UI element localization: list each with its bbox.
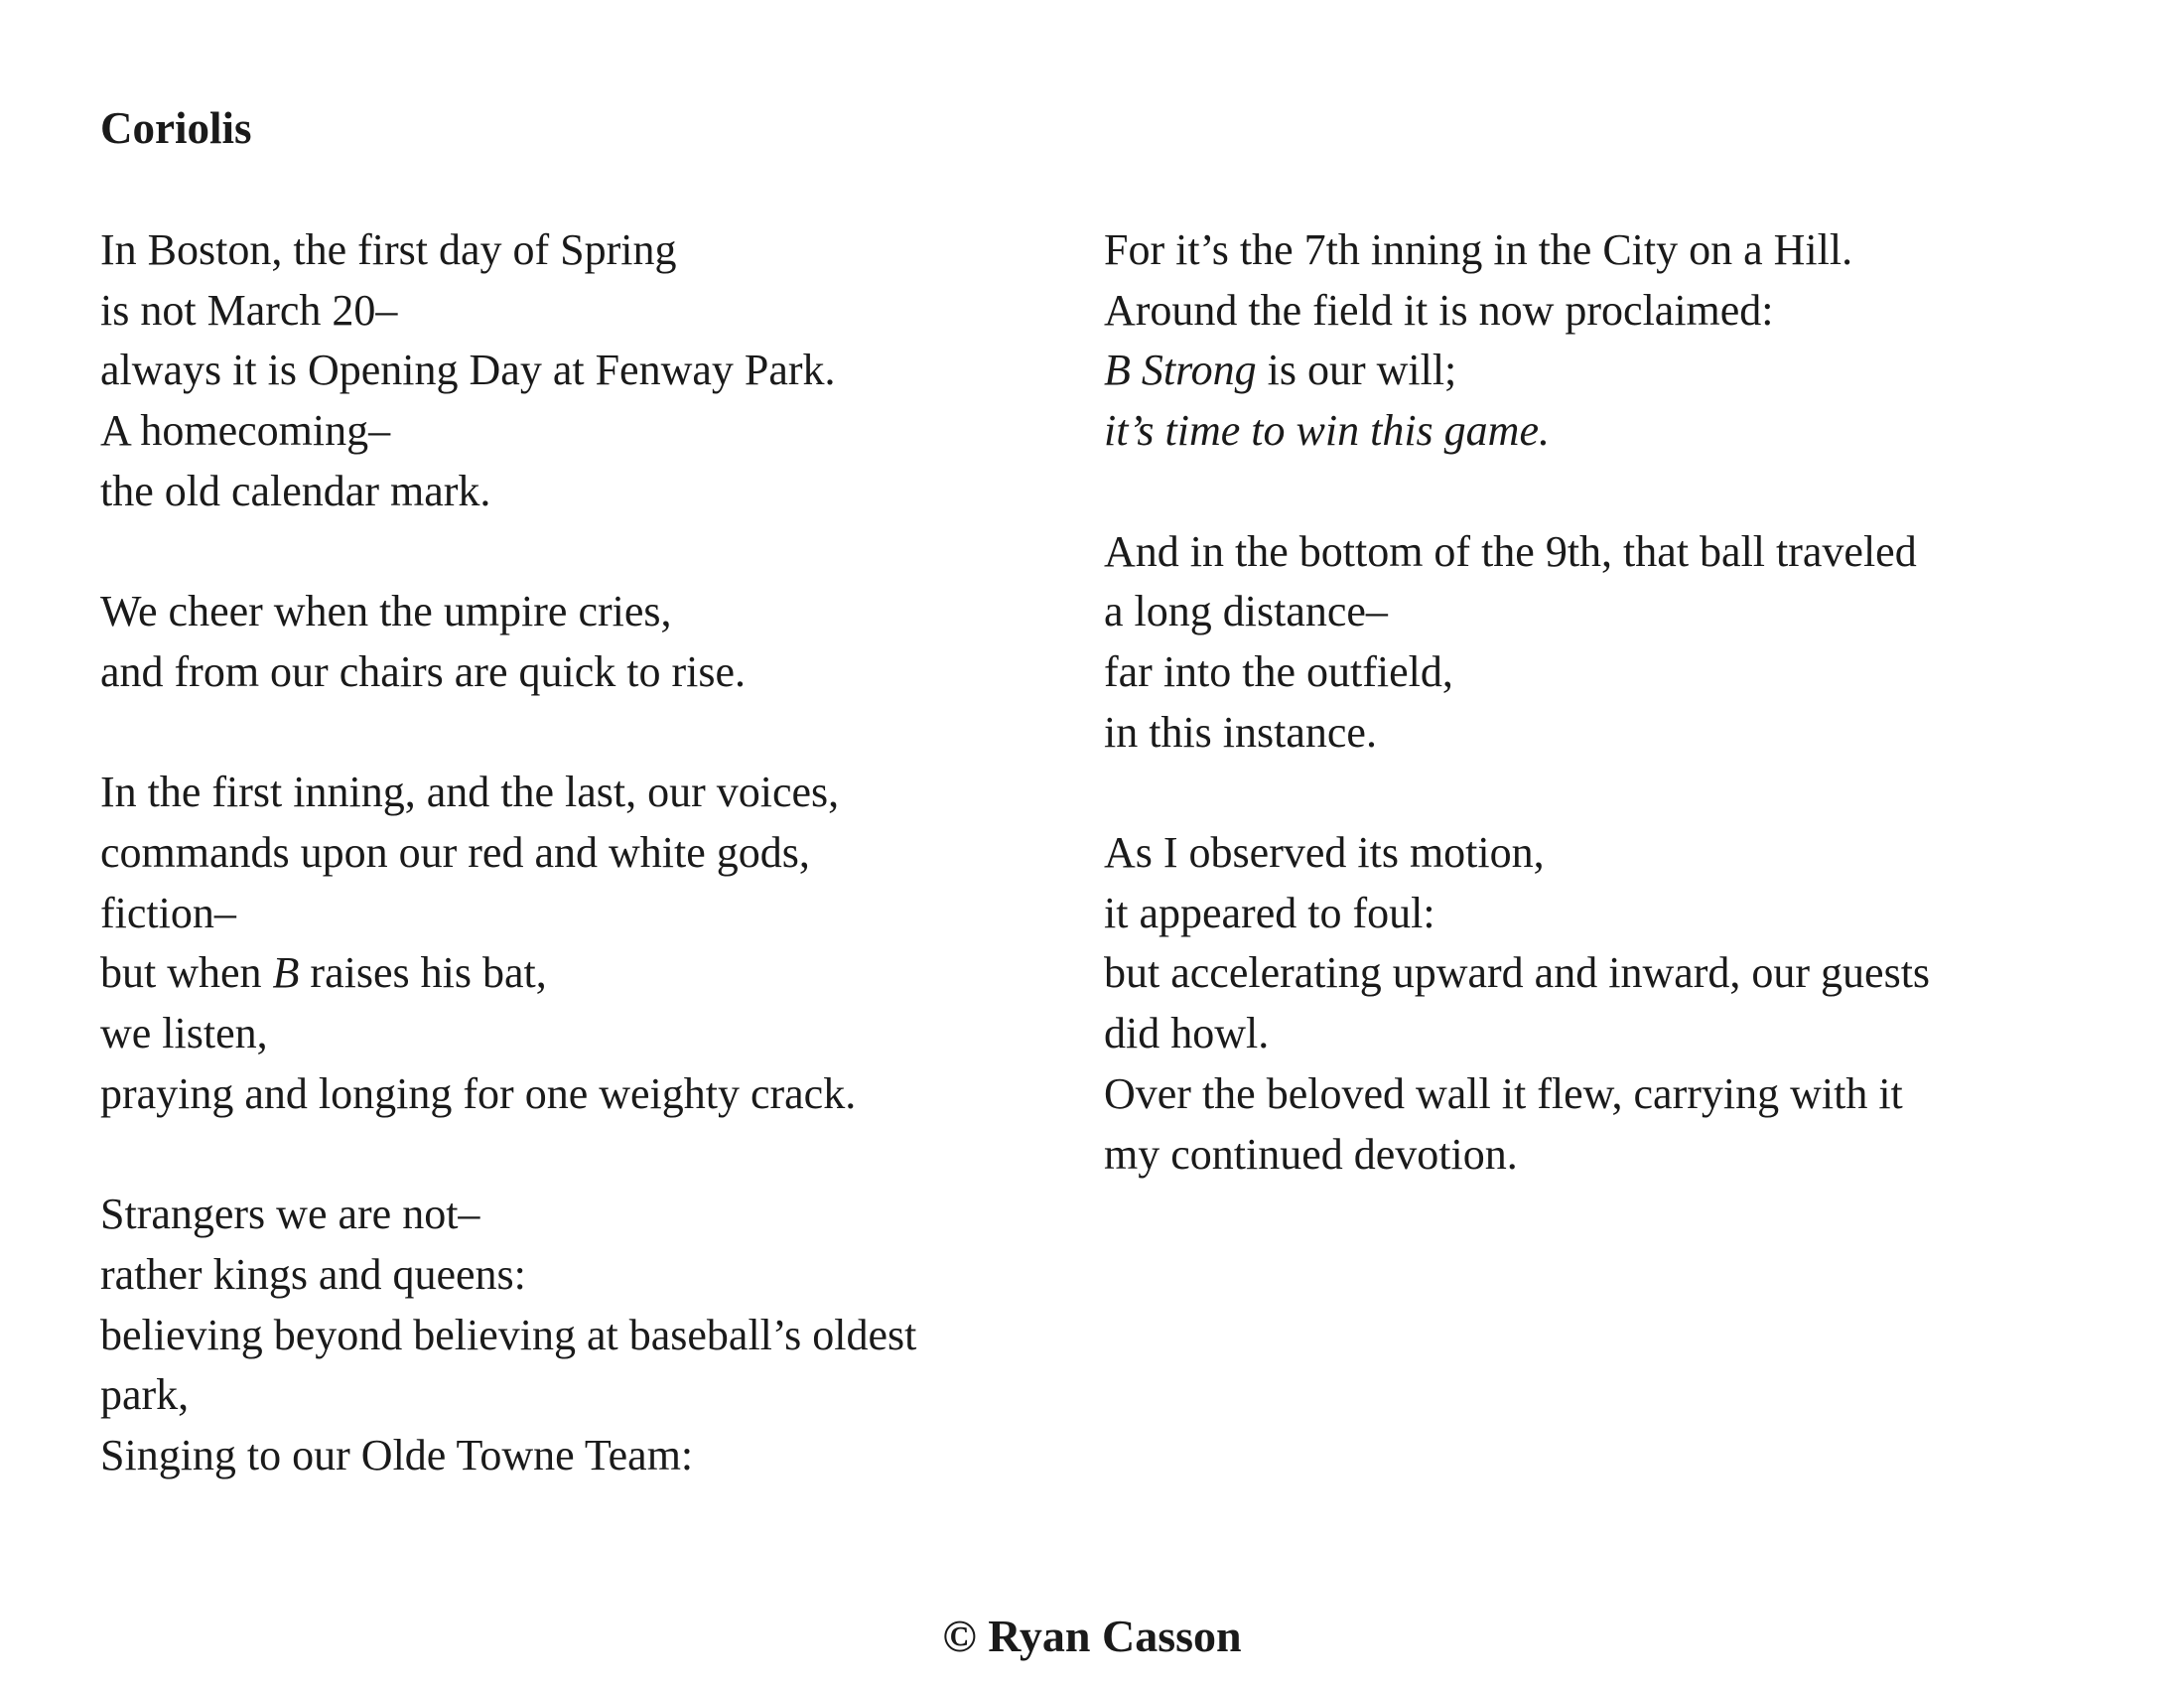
stanza [1104,522,2156,764]
line-text: but when [100,948,273,998]
poem-line [100,943,1053,1004]
poem-line [100,1185,1053,1245]
line-text: As I observed its motion, [1104,828,1545,877]
poem-line [1104,943,2156,1004]
poem-line [1104,281,2156,342]
poem-line [100,281,1053,342]
line-text: And in the bottom of the 9th, that ball traveled [1104,526,1917,576]
poem-line [1104,341,2156,401]
poem-line [1104,703,2156,764]
line-text: my continued devotion. [1104,1129,1518,1179]
line-text: did howl. [1104,1009,1270,1058]
poem-line [100,763,1053,823]
stanza [1104,823,2156,1185]
poem-line [100,1064,1053,1125]
line-text: commands upon our red and white gods, [100,828,810,877]
line-text: but accelerating upward and inward, our guests [1104,948,1931,998]
line-text: We cheer when the umpire cries, [100,587,672,636]
poem-line [1104,582,2156,642]
italic-text: it’s time to win this game. [1104,406,1550,456]
line-text: In Boston, the first day of Spring [100,225,677,274]
line-text: and from our chairs are quick to rise. [100,646,746,696]
line-text: it appeared to foul: [1104,888,1435,937]
line-text: Singing to our Olde Towne Team: [100,1431,694,1480]
poem-column-right [1104,220,2156,1245]
italic-text: B Strong [1104,346,1257,395]
stanza [100,220,1053,522]
line-text: Over the beloved wall it flew, carrying with it [1104,1068,1903,1118]
poem-line [1104,823,2156,884]
poem-line [1104,401,2156,462]
line-text: far into the outfield, [1104,646,1453,696]
line-text: raises his bat, [299,948,547,998]
line-text: we listen, [100,1009,268,1058]
poem-line [1104,642,2156,703]
poem-line [100,642,1053,703]
poem-line [100,884,1053,944]
line-text: park, [100,1370,190,1420]
stanza [100,763,1053,1124]
line-text: always it is Opening Day at Fenway Park. [100,346,836,395]
line-text: rather kings and queens: [100,1249,526,1299]
poem-line [100,401,1053,462]
line-text: A homecoming– [100,406,391,456]
line-text: For it’s the 7th inning in the City on a Hill. [1104,225,1853,274]
line-text: Strangers we are not– [100,1190,480,1239]
poem-line [100,1426,1053,1486]
copyright-notice: © Ryan Casson [942,1611,1242,1661]
italic-text: B [272,948,300,998]
poem-line [1104,1064,2156,1125]
line-text: is our will; [1256,346,1457,395]
poem-line [100,341,1053,401]
poem-line [1104,220,2156,281]
poem-line [1104,1125,2156,1186]
poem-line [100,1365,1053,1426]
stanza [100,1185,1053,1486]
poem-column-left [100,220,1053,1546]
poem-line [100,1004,1053,1064]
poem-line [1104,884,2156,944]
line-text: praying and longing for one weighty crack. [100,1068,857,1118]
poem-line [100,220,1053,281]
poem-line [100,582,1053,642]
stanza [100,582,1053,702]
stanza [1104,220,2156,462]
poem-line [100,462,1053,522]
line-text: believing beyond believing at baseball’s oldest [100,1310,917,1359]
line-text: Around the field it is now proclaimed: [1104,285,1774,335]
poem-title: Coriolis [100,103,252,153]
line-text: the old calendar mark. [100,466,491,515]
poem-line [100,1245,1053,1306]
poem-line [100,823,1053,884]
line-text: is not March 20– [100,285,398,335]
poem-line [1104,522,2156,583]
line-text: In the first inning, and the last, our voices, [100,768,840,817]
poem-line [100,1306,1053,1366]
poem-line [1104,1004,2156,1064]
line-text: fiction– [100,888,236,937]
line-text: in this instance. [1104,707,1377,757]
line-text: a long distance– [1104,587,1388,636]
